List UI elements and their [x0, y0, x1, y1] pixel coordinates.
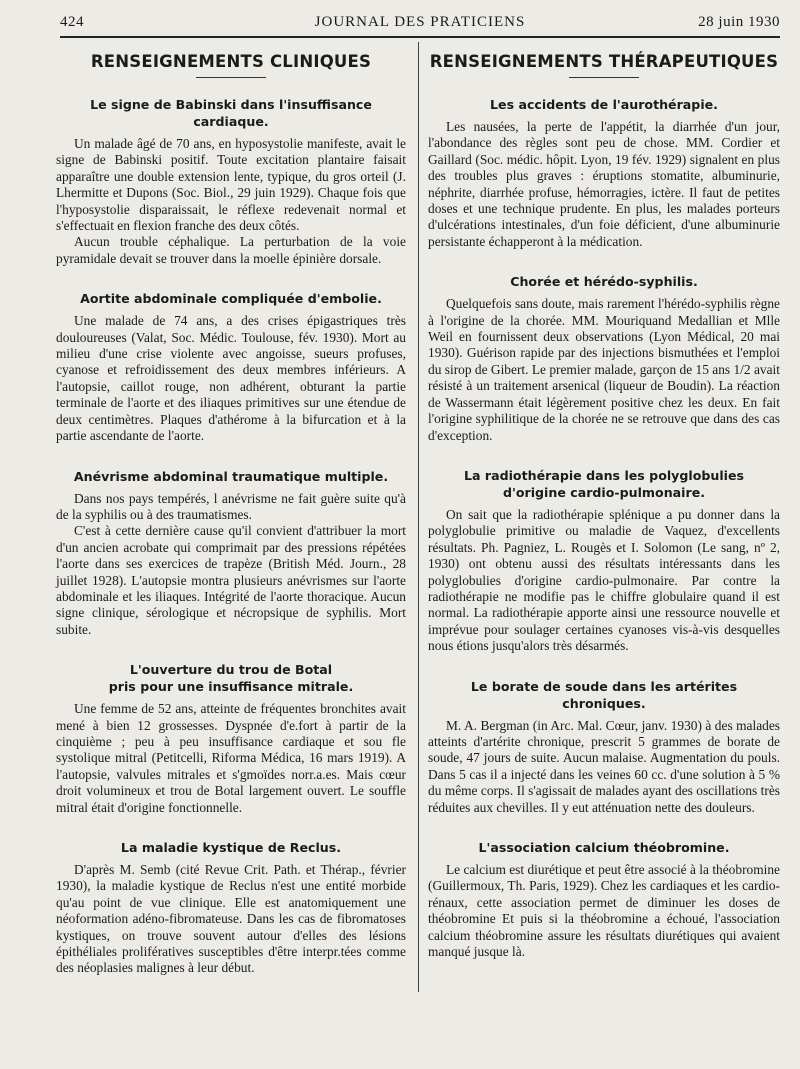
article-borate: [428, 678, 780, 816]
article-body: [56, 701, 406, 816]
article-anevrisme: [56, 468, 406, 639]
journal-title: JOURNAL DES PRATICIENS: [314, 14, 526, 30]
article-babinski: [56, 96, 406, 267]
paragraph: Une malade de 74 ans, a des crises épigastriques très douloureuses (Valat, Soc. Médic. Toulouse, fév. 1930). Mort au milieu d'une crise violente avec angoisse, sueurs profuses, cyanose et refroidissement des deux membres inférieurs. A l'autopsie, caillot rouge, non adhérent, obturant la partie terminale de l'aorte et des iliaques primitives sur une étendue de deux centimètres. Plaques d'athérome à la bifurcation et à la partie ascendante de l'aorte.: [56, 313, 406, 444]
article-radiotherapie: [428, 467, 780, 655]
column-heading-therapeutic: RENSEIGNEMENTS THÉRAPEUTIQUES: [429, 52, 779, 71]
article-title: L'association calcium théobromine.: [478, 840, 730, 855]
paragraph: M. A. Bergman (in Arc. Mal. Cœur, janv. 1930) à des malades atteints d'artérite chronique, prescrit 5 grammes de borate de soude, 47 jours de suite. Aucun malaise. Augmentation du pouls. Dans 5 cas il a injecté dans les veines 60 cc. d'une solution à 5 % du même corps. Il s'agissait de malades ayant des oscillations très réduites aux chevilles. Il y eut atténuation nette des douleurs.: [428, 717, 780, 815]
article-aortite: [56, 290, 406, 444]
column-heading-clinical: RENSEIGNEMENTS CLINIQUES: [90, 52, 372, 71]
article-body: [428, 119, 780, 250]
right-column: [428, 52, 780, 983]
article-reclus: [56, 839, 406, 977]
article-title: Aortite abdominale compliquée d'embolie.: [80, 291, 382, 307]
paragraph: Une femme de 52 ans, atteinte de fréquentes bronchites avait mené à bien 12 grossesses. Dyspnée d'e.fort à partir de la cinquième ; peu à peu insuffisance cardiaque et sou fle systolique mitral (Petitcelli, Riforma Médica, 16 mars 1919). A l'autopsie, valvules mitrales et s'gmoïdes norr.a.es. Mais cœur droit volumineux et trou de Botal largement ouvert. Le souffle mitral était d'origine fonctionnelle.: [56, 701, 406, 815]
article-title: L'ouverture du trou de Botal pris pour une insuffisance mitrale.: [108, 662, 354, 695]
paragraph: On sait que la radiothérapie splénique a pu donner dans la polyglobulie primitive ou maladie de Vaquez, d'excellents résultats. Ph. Pagniez, L. Rougès et I. Solomon (Le sang, nº 2, 1930) ont obtenu aussi des résultats intéressants dans les polyglobulies d'origine cardio-pulmonaire. Par contre la radiothérapie ne modifie pas le chiffre globulaire quand il est normal. La radiothérapie apporte ainsi une ressource nouvelle et imprévue pour soulager certaines cyanoses vis-à-vis desquelles nous étions jusqu'alors très désarmés.: [428, 506, 780, 654]
column-divider: [418, 42, 419, 992]
article-calcium: [428, 839, 780, 960]
article-title: Les accidents de l'aurothérapie.: [490, 97, 718, 112]
article-title: La radiothérapie dans les polyglobulies d'origine cardio-pulmonaire.: [463, 467, 745, 500]
article-title: Anévrisme abdominal traumatique multiple.: [73, 468, 389, 484]
article-body: [428, 296, 780, 444]
article-body: [56, 313, 406, 444]
article-aurotherapie: [428, 96, 780, 250]
header-rule: [60, 36, 780, 38]
article-body: [56, 862, 406, 977]
article-botal: [56, 661, 406, 816]
article-body: [428, 862, 780, 960]
article-body: [56, 491, 406, 639]
paragraph: Le calcium est diurétique et peut être associé à la théobromine (Guillermoux, Th. Paris, 1929). Chez les cardiaques et les cardio-rénaux, cette association permet de diminuer les doses de théobromine Et puis si la théobromine a échoué, l'association calcium théobromine assure les résultats diurétiques qui avaient manqué jusque là.: [428, 862, 780, 960]
left-column: [56, 52, 406, 1000]
paragraph: C'est à cette dernière cause qu'il convient d'attribuer la mort d'un ancien acrobate qui comprimait par des pressions répétées l'aorte dans ses exercices de trapèze (British Méd. Journ., 28 juillet 1928). L'autopsie montra plusieurs anévrismes sur l'aorte abdominale et les iliaques. Intégrité de l'aorte thoracique. Aucun signe clinique, sérologique et nécropsique de syphilis. Mort subite.: [56, 523, 406, 637]
paragraph: Quelquefois sans doute, mais rarement l'hérédo-syphilis règne à l'origine de la chorée. MM. Mouriquand Medallian et Mlle Weil en fournissent deux observations (Lyon Médical, 20 mai 1930). Guérison rapide par des injections bismuthées et l'emploi du sirop de Gibert. Le premier malade, garçon de 15 ans 1/2 avait résisté à un traitement arsenical (liqueur de Boudin). La réaction de Wassermann était légèrement positive chez les deux. En fait l'origine syphilitique de la chorée ne se retrouve que dans des cas d'exception.: [428, 296, 780, 443]
article-body: [56, 136, 406, 267]
paragraph: D'après M. Semb (cité Revue Crit. Path. et Thérap., février 1930), la maladie kystique de Reclus n'est une entité morbide qu'au point de vue clinique. Elle est anatomiquement une néoformation adéno-fibromateuse. Dans les cas de fibromatoses kystiques, on trouve souvent autour d'elles des lésions épithéliales prolifératives susceptibles d'être interpr.tées comme des néoplasies malignes à leur début.: [56, 862, 406, 976]
paragraph: Un malade âgé de 70 ans, en hyposystolie manifeste, avait le signe de Babinski positif. Toute excitation plantaire faisait apparaître une double extension lente, typique, du gros orteil (J. Lhermitte et Dupons (Soc. Biol., 29 juin 1929). Chaque fois que l'hyposystolie disparaissait, le réflexe redevenait normal et s'effectuait en flexion franche des deux côtés.: [56, 136, 406, 234]
paragraph: Les nausées, la perte de l'appétit, la diarrhée d'un jour, l'abondance des règles sont peu de chose. MM. Cordier et Gaillard (Soc. médic. hôpit. Lyon, 19 fév. 1929) signalent en plus des troubles plus graves : éruptions stomatite, albuminurie, néphrite, diarrhée profuse, hémorragies, ictère. Il faut de petites doses et une technique prudente. En plus, les malades porteurs d'ulcérations intestinales, d'un foie déficient, d'une albuminurie persistante échapperont à la médication.: [428, 119, 780, 249]
article-title: La maladie kystique de Reclus.: [120, 840, 342, 855]
article-title: Le borate de soude dans les artérites chroniques.: [470, 678, 738, 711]
running-head: [60, 14, 780, 34]
article-title: Le signe de Babinski dans l'insuffisance cardiaque.: [90, 97, 372, 129]
heading-rule: [196, 77, 266, 78]
paragraph: Dans nos pays tempérés, l anévrisme ne fait guère suite qu'à de la syphilis ou à des traumatismes.: [56, 490, 406, 522]
page-number: 424: [60, 14, 84, 30]
article-title: Chorée et hérédo-syphilis.: [510, 274, 698, 290]
paragraph: Aucun trouble céphalique. La perturbation de la voie pyramidale devait se trouver dans la moelle épinière dorsale.: [56, 234, 406, 266]
article-body: [428, 718, 780, 816]
article-choree: [428, 273, 780, 444]
article-body: [428, 507, 780, 655]
issue-date: 28 juin 1930: [698, 14, 780, 30]
heading-rule: [569, 77, 639, 78]
